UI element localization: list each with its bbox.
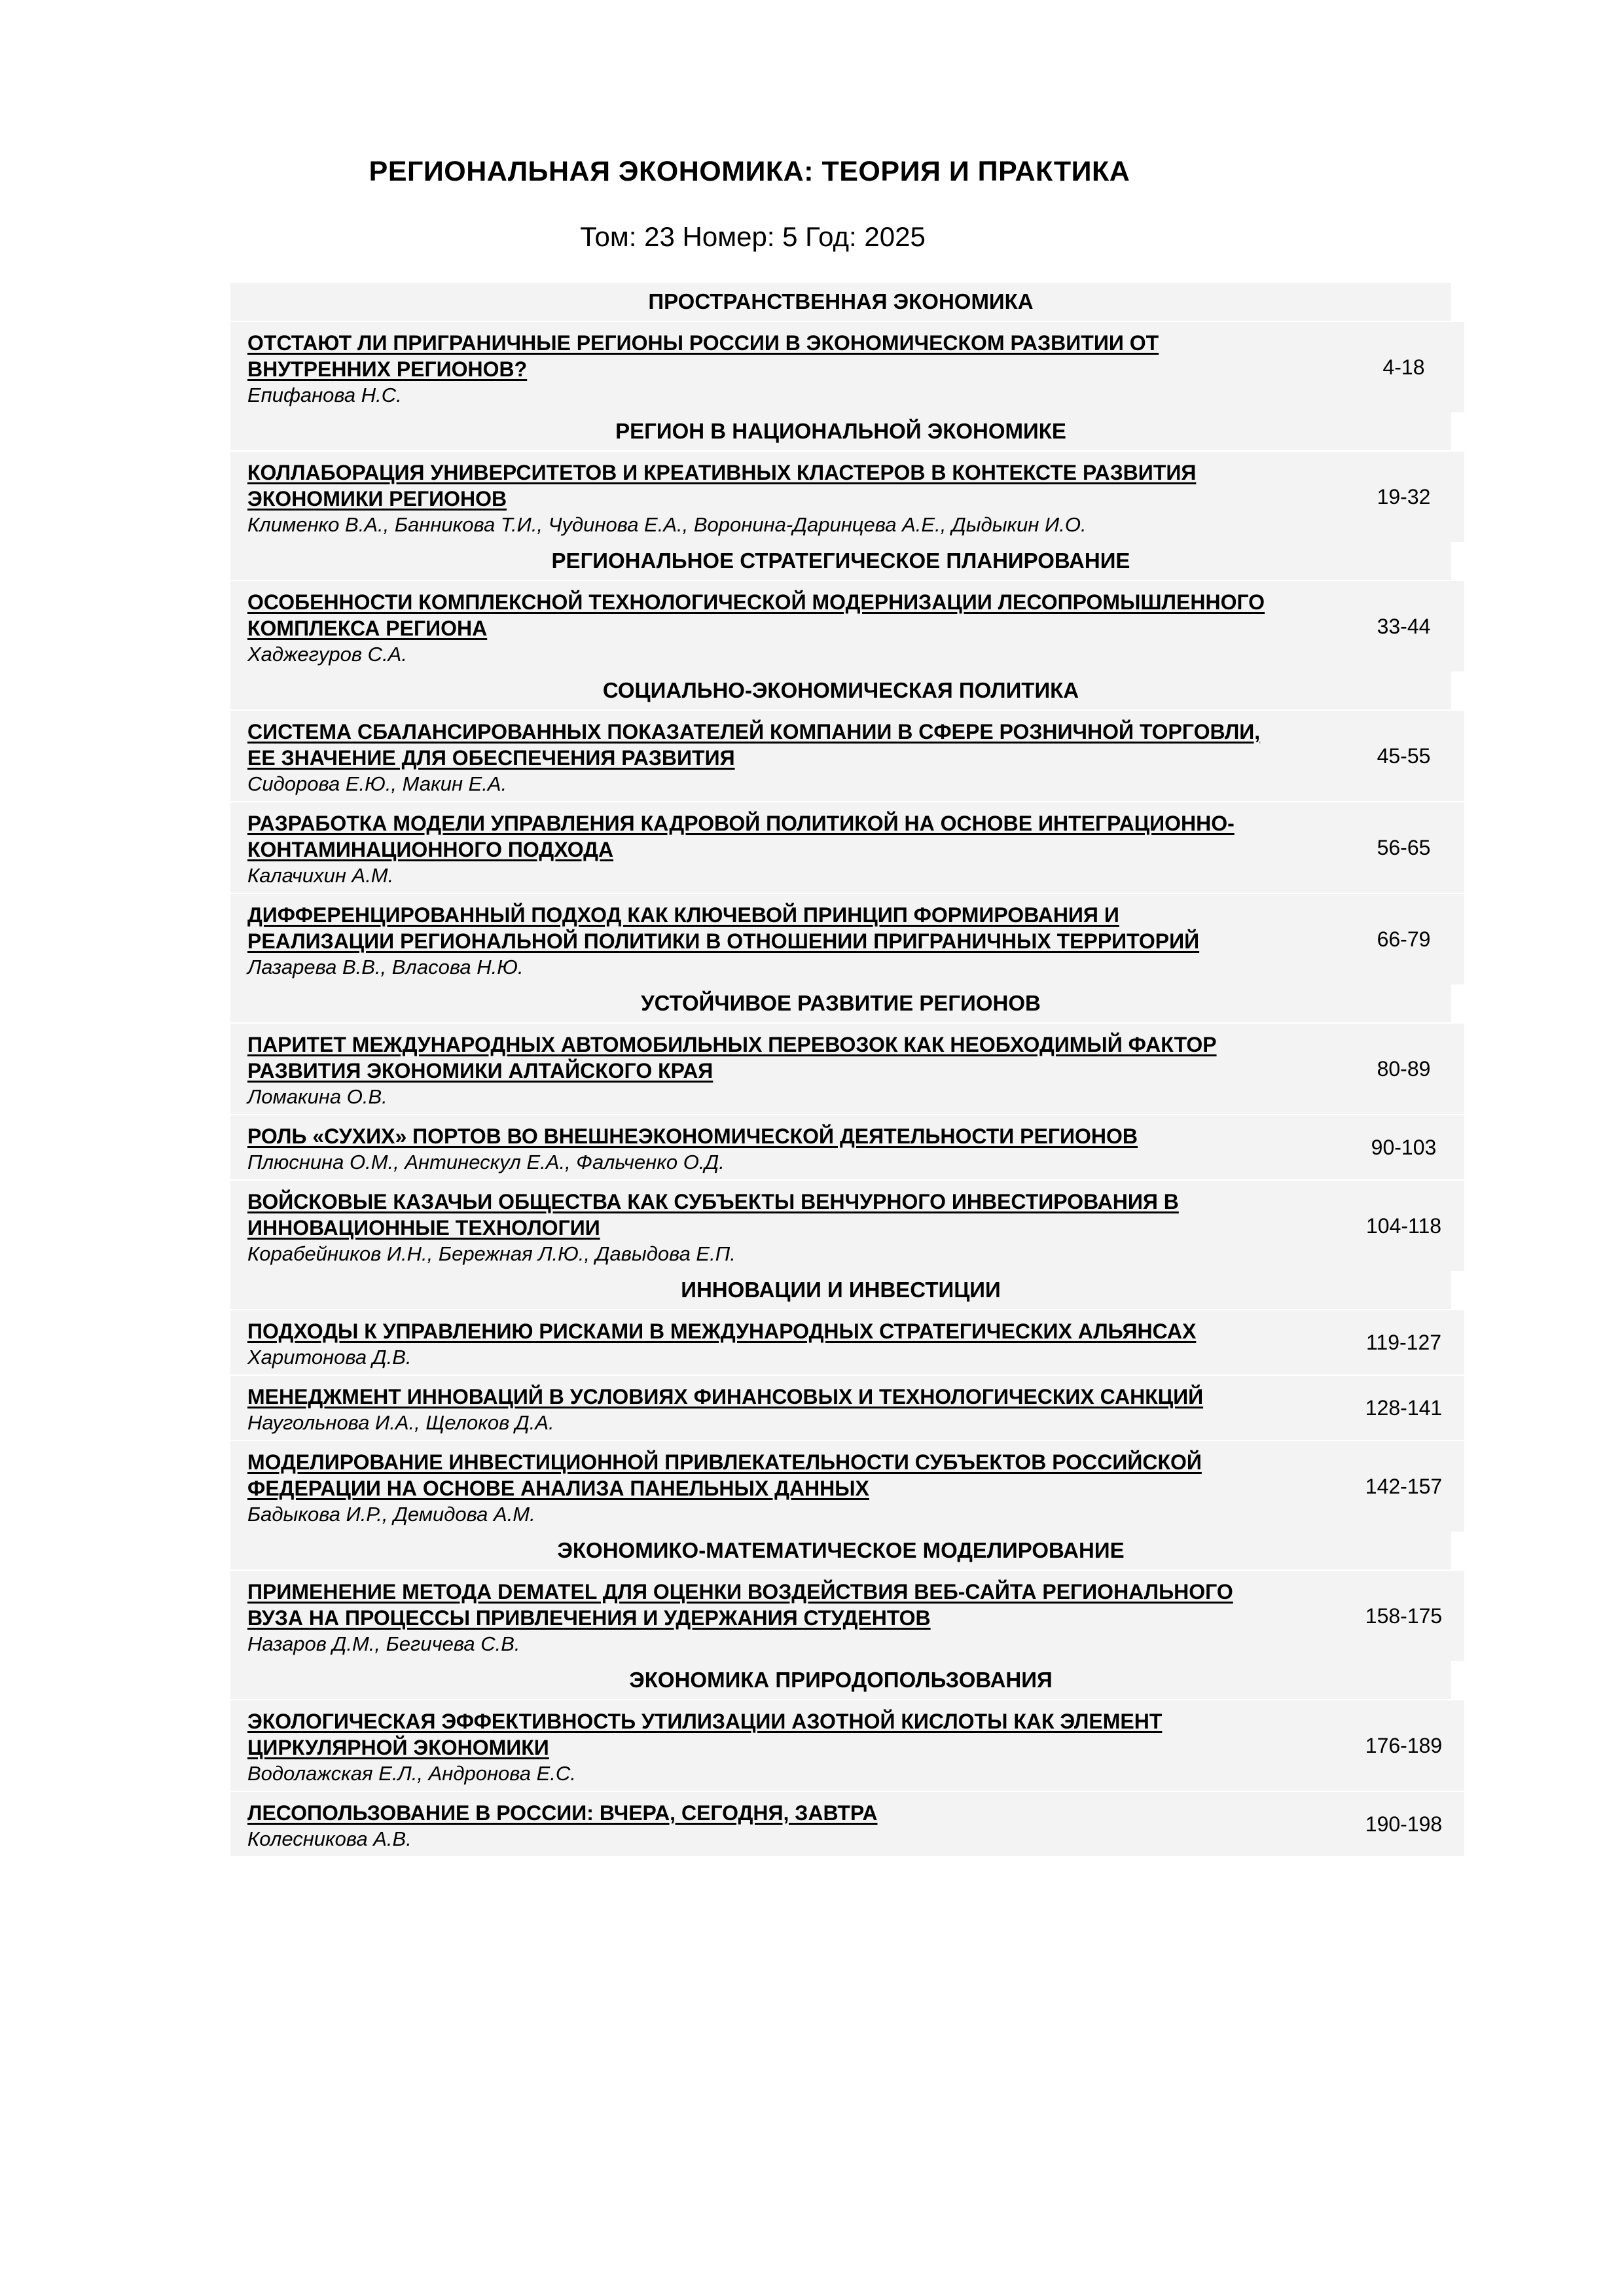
article-row — [230, 581, 1464, 672]
article-info — [230, 1792, 1343, 1856]
article-authors: Колесникова А.В. — [247, 1827, 412, 1850]
article-info — [230, 1700, 1343, 1791]
article-title-line: КОЛЛАБОРАЦИЯ УНИВЕРСИТЕТОВ И КРЕАТИВНЫХ КЛАСТЕРОВ В КОНТЕКСТЕ РАЗВИТИЯ — [247, 461, 1197, 484]
article-info — [230, 1181, 1343, 1271]
article-pages: 80-89 — [1377, 1056, 1431, 1081]
article-title-line: ЦИРКУЛЯРНОЙ ЭКОНОМИКИ — [247, 1736, 549, 1759]
article-row — [230, 1181, 1464, 1271]
article-title-line: ЕЕ ЗНАЧЕНИЕ ДЛЯ ОБЕСПЕЧЕНИЯ РАЗВИТИЯ — [247, 746, 735, 770]
article-title-link[interactable] — [247, 459, 1330, 512]
article-info — [230, 1376, 1343, 1440]
article-title-line: РАЗРАБОТКА МОДЕЛИ УПРАВЛЕНИЯ КАДРОВОЙ ПОЛИТИКОЙ НА ОСНОВЕ ИНТЕГРАЦИОННО- — [247, 812, 1235, 835]
article-authors: Бадыкова И.Р., Демидова А.М. — [247, 1503, 535, 1526]
article-info — [230, 1310, 1343, 1374]
article-row — [230, 1376, 1464, 1440]
article-title-line: ЭКОЛОГИЧЕСКАЯ ЭФФЕКТИВНОСТЬ УТИЛИЗАЦИИ АЗОТНОЙ КИСЛОТЫ КАК ЭЛЕМЕНТ — [247, 1710, 1163, 1733]
article-title-link[interactable] — [247, 589, 1330, 641]
article-pages: 190-198 — [1365, 1812, 1443, 1836]
issue-info: Том: 23 Номер: 5 Год: 2025 — [580, 221, 926, 252]
article-title-line: ДИФФЕРЕНЦИРОВАННЫЙ ПОДХОД КАК КЛЮЧЕВОЙ ПРИНЦИП ФОРМИРОВАНИЯ И — [247, 903, 1119, 927]
article-authors: Ломакина О.В. — [247, 1085, 388, 1108]
article-title-line: КОНТАМИНАЦИОННОГО ПОДХОДА — [247, 838, 614, 861]
section-heading: ЭКОНОМИКА ПРИРОДОПОЛЬЗОВАНИЯ — [230, 1661, 1451, 1699]
article-title-line: ВОЙСКОВЫЕ КАЗАЧЬИ ОБЩЕСТВА КАК СУБЪЕКТЫ ВЕНЧУРНОГО ИНВЕСТИРОВАНИЯ В — [247, 1190, 1179, 1213]
article-title-line: ПАРИТЕТ МЕЖДУНАРОДНЫХ АВТОМОБИЛЬНЫХ ПЕРЕВОЗОК КАК НЕОБХОДИМЫЙ ФАКТОР — [247, 1033, 1217, 1056]
article-pages: 33-44 — [1377, 614, 1431, 638]
article-title-line: РОЛЬ «СУХИХ» ПОРТОВ ВО ВНЕШНЕЭКОНОМИЧЕСКОЙ ДЕЯТЕЛЬНОСТИ РЕГИОНОВ — [247, 1124, 1138, 1148]
article-title-line: ВУЗА НА ПРОЦЕССЫ ПРИВЛЕЧЕНИЯ И УДЕРЖАНИЯ СТУДЕНТОВ — [247, 1606, 931, 1630]
article-authors: Лазарева В.В., Власова Н.Ю. — [247, 956, 524, 978]
article-pages: 104-118 — [1365, 1213, 1442, 1238]
article-info — [230, 1571, 1343, 1661]
article-title-line: МЕНЕДЖМЕНТ ИННОВАЦИЙ В УСЛОВИЯХ ФИНАНСОВЫХ И ТЕХНОЛОГИЧЕСКИХ САНКЦИЙ — [247, 1385, 1204, 1408]
article-info — [230, 1441, 1343, 1532]
article-row — [230, 711, 1464, 801]
article-title-line: ФЕДЕРАЦИИ НА ОСНОВЕ АНАЛИЗА ПАНЕЛЬНЫХ ДАННЫХ — [247, 1477, 869, 1500]
article-pages: 176-189 — [1365, 1733, 1443, 1757]
article-pages: 142-157 — [1365, 1474, 1443, 1498]
article-info — [230, 1115, 1343, 1179]
article-info — [230, 452, 1343, 542]
article-title-link[interactable] — [247, 810, 1330, 863]
article-pages: 56-65 — [1377, 835, 1431, 859]
article-authors: Епифанова Н.С. — [247, 384, 402, 406]
article-row — [230, 1310, 1464, 1374]
article-row — [230, 1024, 1464, 1114]
section-heading: РЕГИОН В НАЦИОНАЛЬНОЙ ЭКОНОМИКЕ — [230, 412, 1451, 450]
article-row — [230, 322, 1464, 412]
article-title-line: ПРИМЕНЕНИЕ МЕТОДА DEMATEL ДЛЯ ОЦЕНКИ ВОЗДЕЙСТВИЯ ВЕБ-САЙТА РЕГИОНАЛЬНОГО — [247, 1580, 1233, 1604]
article-info — [230, 322, 1343, 412]
article-title-link[interactable] — [247, 1318, 1330, 1344]
article-info — [230, 802, 1343, 893]
article-row — [230, 452, 1464, 542]
article-info — [230, 581, 1343, 672]
article-title-line: ПОДХОДЫ К УПРАВЛЕНИЮ РИСКАМИ В МЕЖДУНАРОДНЫХ СТРАТЕГИЧЕСКИХ АЛЬЯНСАХ — [247, 1319, 1197, 1343]
article-title-line: ЭКОНОМИКИ РЕГИОНОВ — [247, 487, 507, 511]
article-title-line: ОСОБЕННОСТИ КОМПЛЕКСНОЙ ТЕХНОЛОГИЧЕСКОЙ МОДЕРНИЗАЦИИ ЛЕСОПРОМЫШЛЕННОГО — [247, 590, 1265, 614]
section-heading: СОЦИАЛЬНО-ЭКОНОМИЧЕСКАЯ ПОЛИТИКА — [230, 672, 1451, 709]
article-title-line: ВНУТРЕННИХ РЕГИОНОВ? — [247, 357, 528, 381]
table-of-contents — [230, 283, 1464, 1856]
article-authors: Калачихин А.М. — [247, 864, 394, 887]
article-pages: 128-141 — [1365, 1395, 1443, 1420]
article-authors: Корабейников И.Н., Бережная Л.Ю., Давыдова Е.П. — [247, 1242, 736, 1265]
article-title-link[interactable] — [247, 902, 1330, 954]
section-heading: ПРОСТРАНСТВЕННАЯ ЭКОНОМИКА — [230, 283, 1451, 321]
article-pages: 45-55 — [1377, 744, 1431, 768]
article-pages: 66-79 — [1377, 927, 1431, 951]
article-title-line: ИННОВАЦИОННЫЕ ТЕХНОЛОГИИ — [247, 1216, 600, 1240]
article-title-line: ОТСТАЮТ ЛИ ПРИГРАНИЧНЫЕ РЕГИОНЫ РОССИИ В ЭКОНОМИЧЕСКОМ РАЗВИТИИ ОТ — [247, 331, 1159, 355]
article-authors: Назаров Д.М., Бегичева С.В. — [247, 1632, 520, 1655]
article-title-link[interactable] — [247, 330, 1330, 382]
section-heading: РЕГИОНАЛЬНОЕ СТРАТЕГИЧЕСКОЕ ПЛАНИРОВАНИЕ — [230, 542, 1451, 580]
article-authors: Клименко В.А., Банникова Т.И., Чудинова Е.А., Воронина-Даринцева А.Е., Дыдыкин И.О. — [247, 513, 1087, 536]
section-heading: УСТОЙЧИВОЕ РАЗВИТИЕ РЕГИОНОВ — [230, 984, 1451, 1022]
article-row — [230, 802, 1464, 893]
article-row — [230, 1792, 1464, 1856]
article-row — [230, 1441, 1464, 1532]
article-title-link[interactable] — [247, 1449, 1330, 1501]
article-pages: 90-103 — [1371, 1135, 1437, 1159]
article-pages: 158-175 — [1365, 1604, 1443, 1628]
article-row — [230, 1571, 1464, 1661]
article-info — [230, 1024, 1343, 1114]
article-pages: 4-18 — [1382, 355, 1425, 379]
section-heading: ЭКОНОМИКО-МАТЕМАТИЧЕСКОЕ МОДЕЛИРОВАНИЕ — [230, 1532, 1451, 1570]
article-authors: Харитонова Д.В. — [247, 1346, 412, 1369]
article-title-link[interactable] — [247, 1579, 1330, 1631]
article-info — [230, 894, 1343, 984]
article-pages: 19-32 — [1377, 484, 1431, 509]
article-title-link[interactable] — [247, 1189, 1330, 1241]
article-title-link[interactable] — [247, 719, 1330, 771]
article-title-link[interactable] — [247, 1800, 1330, 1826]
article-title-link[interactable] — [247, 1708, 1330, 1761]
article-authors: Плюснина О.М., Антинескул Е.А., Фальченко О.Д. — [247, 1151, 725, 1174]
article-title-line: СИСТЕМА СБАЛАНСИРОВАННЫХ ПОКАЗАТЕЛЕЙ КОМПАНИИ В СФЕРЕ РОЗНИЧНОЙ ТОРГОВЛИ, — [247, 720, 1261, 744]
article-row — [230, 1700, 1464, 1791]
article-title-link[interactable] — [247, 1384, 1330, 1410]
article-info — [230, 711, 1343, 801]
article-authors: Хаджегуров С.А. — [247, 643, 407, 666]
article-row — [230, 894, 1464, 984]
article-authors: Водолажская Е.Л., Андронова Е.С. — [247, 1762, 576, 1785]
article-authors: Наугольнова И.А., Щелоков Д.А. — [247, 1411, 554, 1434]
article-title-line: ЛЕСОПОЛЬЗОВАНИЕ В РОССИИ: ВЧЕРА, СЕГОДНЯ, ЗАВТРА — [247, 1801, 878, 1825]
journal-title: РЕГИОНАЛЬНАЯ ЭКОНОМИКА: ТЕОРИЯ И ПРАКТИКА — [369, 156, 1130, 187]
article-title-line: РЕАЛИЗАЦИИ РЕГИОНАЛЬНОЙ ПОЛИТИКИ В ОТНОШЕНИИ ПРИГРАНИЧНЫХ ТЕРРИТОРИЙ — [247, 929, 1200, 953]
article-pages: 119-127 — [1365, 1330, 1442, 1354]
article-title-link[interactable] — [247, 1123, 1330, 1149]
section-heading: ИННОВАЦИИ И ИНВЕСТИЦИИ — [230, 1271, 1451, 1309]
article-title-link[interactable] — [247, 1031, 1330, 1084]
article-row — [230, 1115, 1464, 1179]
article-title-line: РАЗВИТИЯ ЭКОНОМИКИ АЛТАЙСКОГО КРАЯ — [247, 1059, 713, 1083]
article-authors: Сидорова Е.Ю., Макин Е.А. — [247, 772, 507, 795]
article-title-line: КОМПЛЕКСА РЕГИОНА — [247, 617, 488, 640]
article-title-line: МОДЕЛИРОВАНИЕ ИНВЕСТИЦИОННОЙ ПРИВЛЕКАТЕЛЬНОСТИ СУБЪЕКТОВ РОССИЙСКОЙ — [247, 1450, 1202, 1474]
